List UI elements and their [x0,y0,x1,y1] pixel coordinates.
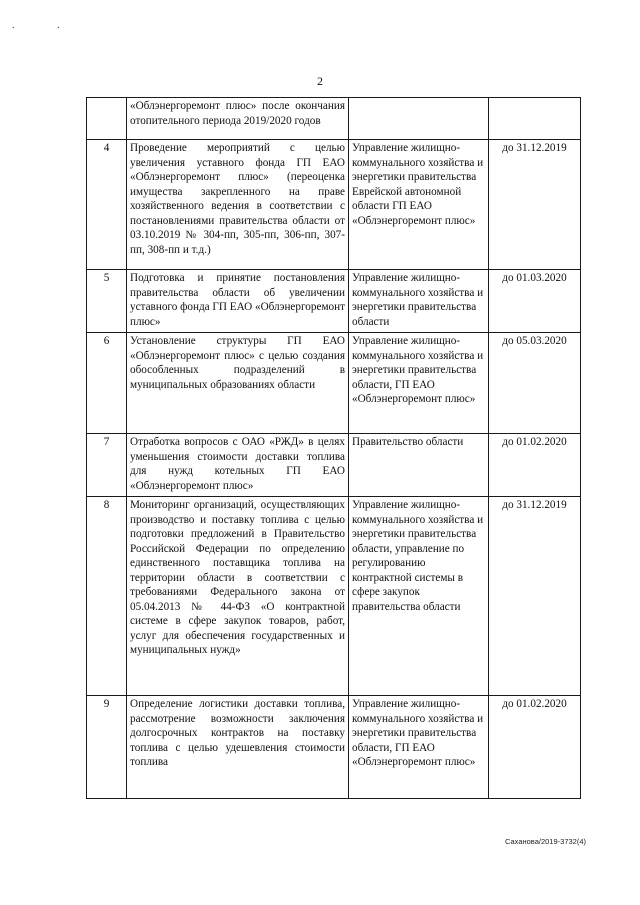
responsible-cell: Управление жилищно-коммунального хозяйства и энергетики правительства области [349,270,489,333]
table-row [87,497,581,696]
table-row [87,98,581,140]
responsible-cell: Управление жилищно-коммунального хозяйства и энергетики правительства области, ГП ЕАО «Облэнергоремонт плюс» [349,333,489,434]
table-row [87,434,581,497]
row-number-cell [87,98,127,140]
activity-cell: Отработка вопросов с ОАО «РЖД» в целях уменьшения стоимости доставки топлива для нужд котельных ГП ЕАО «Облэнергоремонт плюс» [127,434,349,497]
row-number-cell: 6 [87,333,127,434]
activity-cell: Установление структуры ГП ЕАО «Облэнергоремонт плюс» с целью создания обособленных подразделений в муниципальных образованиях области [127,333,349,434]
table-row [87,270,581,333]
responsible-cell: Управление жилищно-коммунального хозяйства и энергетики правительства области, управление по регулированию контрактной системы в сфере закупок правительства области [349,497,489,696]
scan-marks: . . [12,20,80,31]
responsible-cell: Управление жилищно-коммунального хозяйства и энергетики правительства Еврейской автономной области ГП ЕАО «Облэнергоремонт плюс» [349,140,489,270]
deadline-cell: до 01.03.2020 [489,270,581,333]
deadline-cell: до 01.02.2020 [489,696,581,799]
table-row [87,333,581,434]
activity-cell: Мониторинг организаций, осуществляющих производство и поставку топлива с целью подготовки предложений в Правительство Российской Федерации по определению единственного поставщика топлива на территории области в соответствии с требованиями Федерального закона от 05.04.2013 № 44-ФЗ «О контрактной системе в сфере закупок товаров, работ, услуг для обеспечения государственных и муниципальных нужд» [127,497,349,696]
deadline-cell: до 05.03.2020 [489,333,581,434]
responsible-cell [349,98,489,140]
activity-cell: «Облэнергоремонт плюс» после окончания отопительного периода 2019/2020 годов [127,98,349,140]
table-row [87,696,581,799]
table-row [87,140,581,270]
row-number-cell: 8 [87,497,127,696]
row-number-cell: 4 [87,140,127,270]
row-number-cell: 5 [87,270,127,333]
deadline-cell: до 01.02.2020 [489,434,581,497]
deadline-cell: до 31.12.2019 [489,497,581,696]
deadline-cell [489,98,581,140]
page-number: 2 [317,74,323,88]
responsible-cell: Правительство области [349,434,489,497]
activity-cell: Проведение мероприятий с целью увеличения уставного фонда ГП ЕАО «Облэнергоремонт плюс» (переоценка имущества закрепленного на праве хозяйственного ведения в соответствии с постановлениями правительства области от 03.10.2019 № 304-пп, 305-пп, 306-пп, 307-пп, 308-пп и т.д.) [127,140,349,270]
responsible-cell: Управление жилищно-коммунального хозяйства и энергетики правительства области, ГП ЕАО «Облэнергоремонт плюс» [349,696,489,799]
document-footer-code: Саханова/2019-3732(4) [504,837,586,846]
deadline-cell: до 31.12.2019 [489,140,581,270]
row-number-cell: 9 [87,696,127,799]
row-number-cell: 7 [87,434,127,497]
activity-cell: Подготовка и принятие постановления правительства области об увеличении уставного фонда ГП ЕАО «Облэнергоремонт плюс» [127,270,349,333]
measures-table [86,97,581,799]
activity-cell: Определение логистики доставки топлива, рассмотрение возможности заключения долгосрочных контрактов на поставку топлива с целью удешевления стоимости топлива [127,696,349,799]
